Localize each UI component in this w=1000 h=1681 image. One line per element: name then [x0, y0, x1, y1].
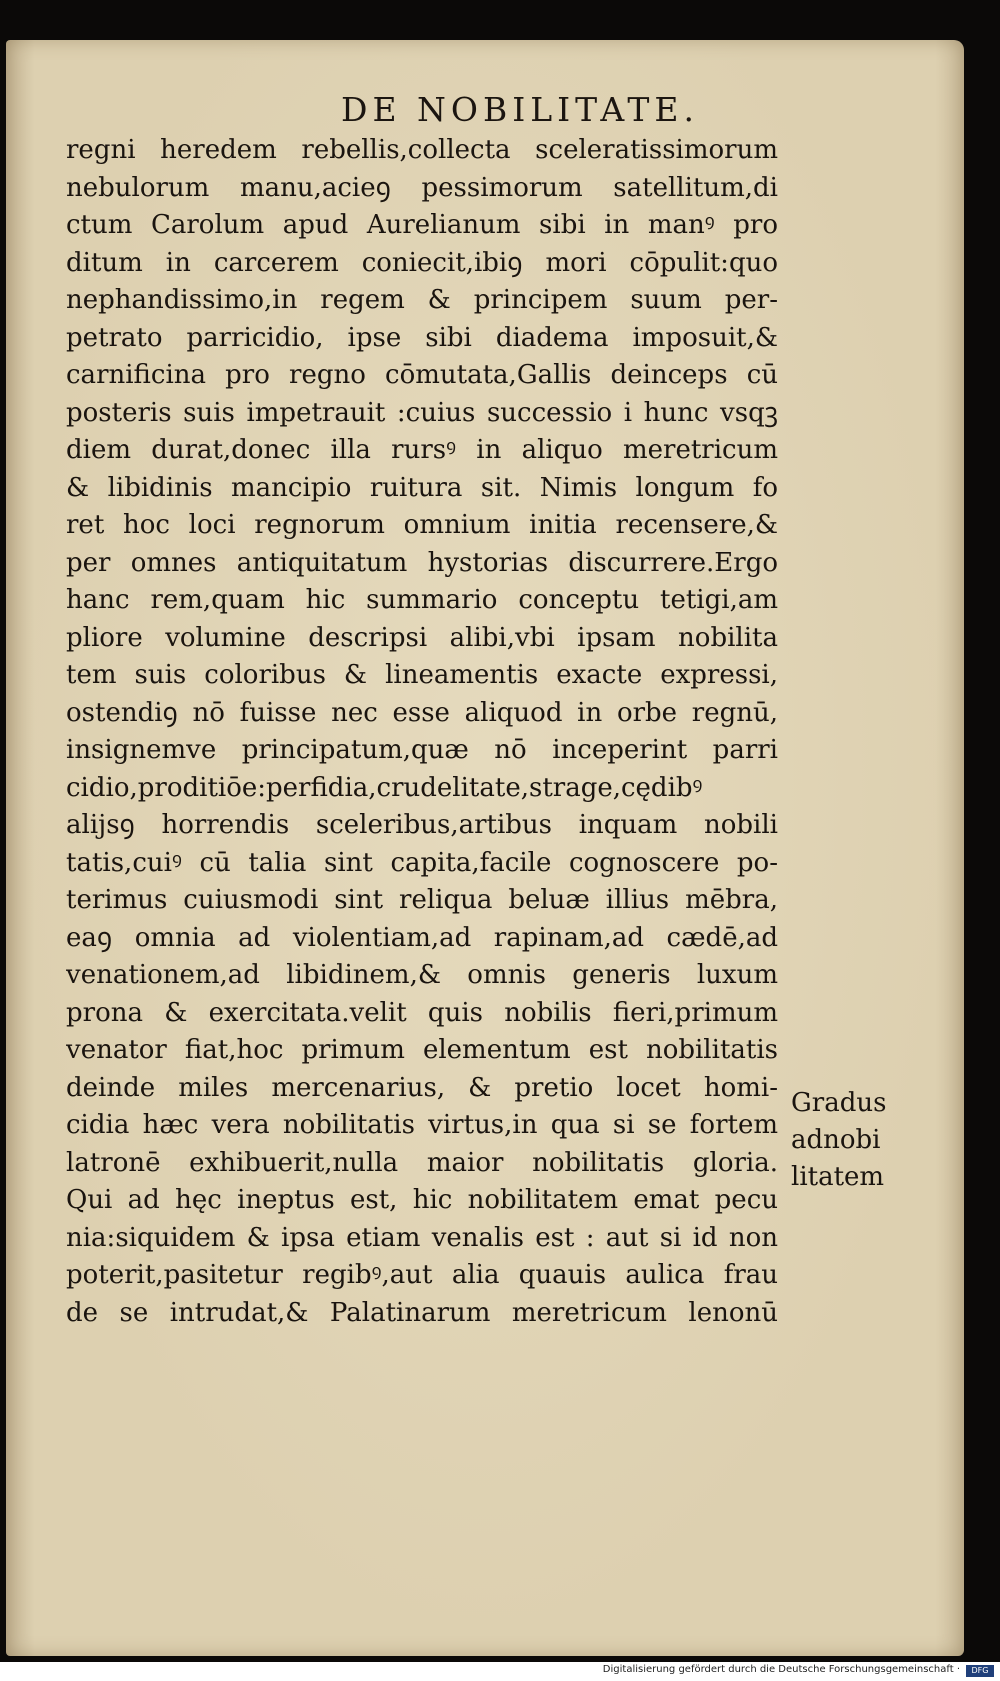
- text-line: carnificina pro regno cōmutata,Gallis deinceps cū: [66, 360, 778, 390]
- text-line: petrato parricidio, ipse sibi diadema imposuit,&: [66, 322, 778, 353]
- marginal-note-line: litatem: [791, 1162, 885, 1192]
- text-line: hanc rem,quam hic summario conceptu tetigi,am: [66, 585, 778, 615]
- text-line: alijsꝯ horrendis sceleribus,artibus inquam nobili: [66, 810, 778, 840]
- text-line: tatis,cuiꝰ cū talia sint capita,facile cognoscere po-: [66, 847, 778, 878]
- dfg-logo-icon: DFG: [966, 1665, 994, 1677]
- text-line: venator fiat,hoc primum elementum est nobilitatis: [66, 1035, 778, 1065]
- text-line: ditum in carcerem coniecit,ibiꝯ mori cōpulit:quo: [66, 247, 778, 278]
- funding-credit: Digitalisierung gefördert durch die Deutsche Forschungsgemeinschaft ·: [602, 1664, 960, 1675]
- text-line: regni heredem rebellis,collecta sceleratissimorum: [66, 135, 778, 165]
- marginal-note: [791, 1085, 906, 1196]
- text-line: poterit,pasitetur regibꝰ,aut alia quauis aulica frau: [66, 1260, 778, 1290]
- text-line: latronē exhibuerit,nulla maior nobilitatis gloria.: [66, 1147, 778, 1178]
- footer-bar: [0, 1662, 1000, 1681]
- text-line: pliore volumine descripsi alibi,vbi ipsam nobilita: [66, 622, 778, 653]
- text-line: diem durat,donec illa rursꝰ in aliquo meretricum: [66, 435, 778, 465]
- text-line: ostendiꝯ nō fuisse nec esse aliquod in orbe regnū,: [66, 697, 778, 728]
- text-line: terimus cuiusmodi sint reliqua beluæ illius mēbra,: [66, 885, 778, 915]
- marginal-note-line: adnobi: [791, 1125, 881, 1155]
- text-line: nebulorum manu,acieꝯ pessimorum satellitum,di: [66, 172, 778, 203]
- text-line: nia:siquidem & ipsa etiam venalis est : aut si id non: [66, 1222, 778, 1253]
- text-line: cidia hæc vera nobilitatis virtus,in qua si se fortem: [66, 1110, 778, 1140]
- text-line: nephandissimo,in regem & principem suum per-: [66, 285, 778, 315]
- text-line: & libidinis mancipio ruitura sit. Nimis longum fo: [66, 472, 778, 503]
- text-line: venationem,ad libidinem,& omnis generis luxum: [66, 960, 778, 990]
- text-line: ctum Carolum apud Aurelianum sibi in manꝰ pro: [66, 210, 778, 240]
- marginal-note-line: Gradus: [791, 1088, 887, 1118]
- text-line: prona & exercitata.velit quis nobilis fieri,primum: [66, 997, 778, 1028]
- body-text: [66, 132, 778, 1332]
- running-head: DE NOBILITATE.: [340, 90, 700, 129]
- text-line: insignemve principatum,quæ nō inceperint parri: [66, 735, 778, 765]
- text-line: Qui ad hęc ineptus est, hic nobilitatem emat pecu: [66, 1185, 778, 1215]
- text-line: ret hoc loci regnorum omnium initia recensere,&: [66, 510, 778, 540]
- text-line: tem suis coloribus & lineamentis exacte expressi,: [66, 660, 778, 690]
- text-line: per omnes antiquitatum hystorias discurrere.Ergo: [66, 547, 778, 578]
- text-line: eaꝯ omnia ad violentiam,ad rapinam,ad cædē,ad: [66, 922, 778, 953]
- text-line: posteris suis impetrauit :cuius successio i hunc vsqꝫ: [66, 397, 778, 428]
- text-line: de se intrudat,& Palatinarum meretricum lenonū: [66, 1297, 778, 1328]
- book-page: [6, 40, 964, 1656]
- text-line: cidio,proditiōe:perfidia,crudelitate,strage,cędibꝰ: [66, 772, 703, 803]
- text-line: deinde miles mercenarius, & pretio locet homi-: [66, 1072, 778, 1103]
